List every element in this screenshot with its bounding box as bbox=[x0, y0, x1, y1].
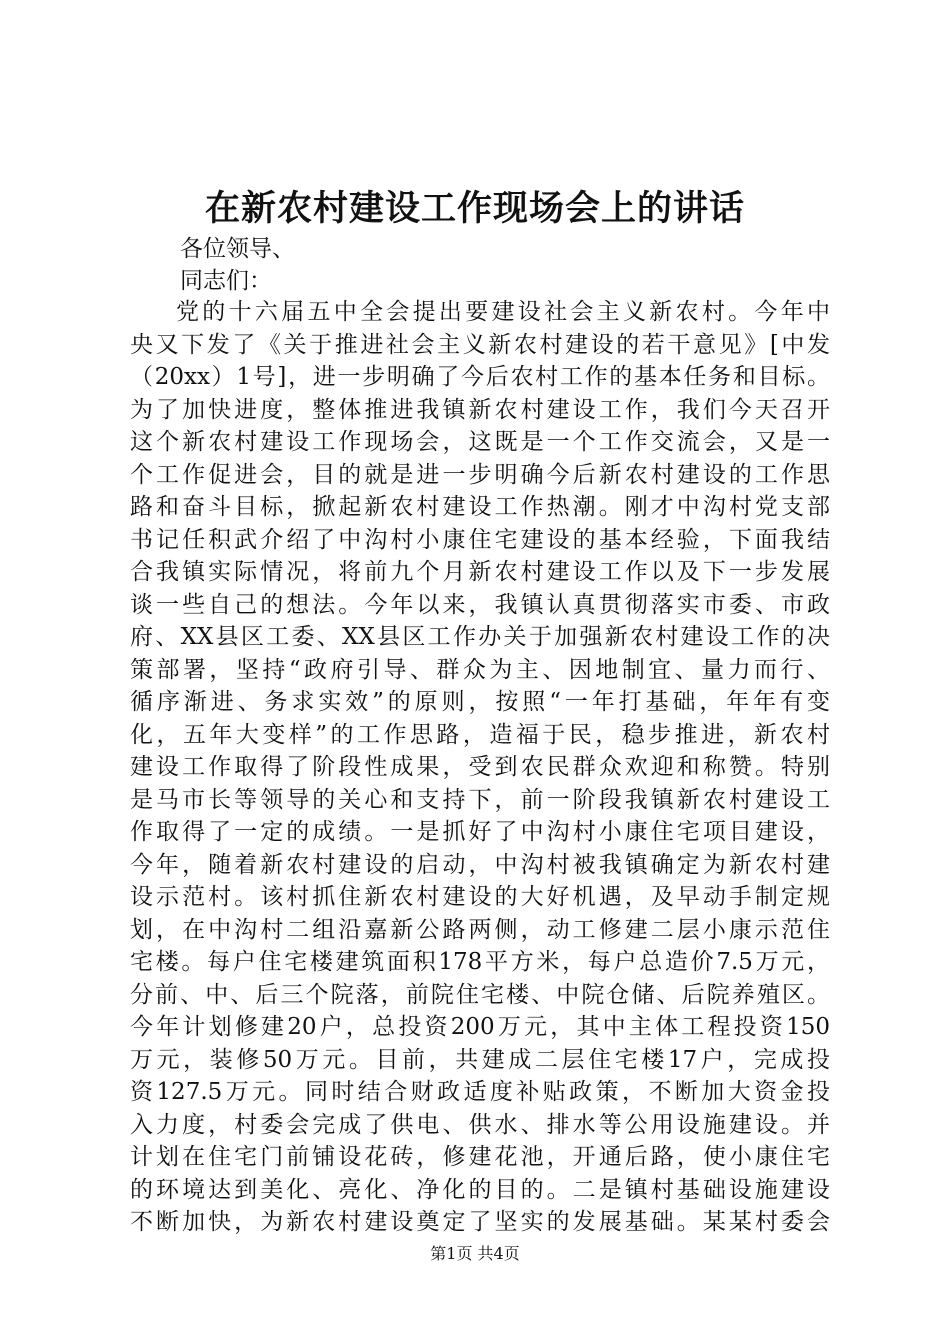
body-line: 党的十六届五中全会提出要建设社会主义新农村。今年中 bbox=[176, 299, 830, 325]
body-line: 计划在住宅门前铺设花砖，修建花池，开通后路，使小康住宅 bbox=[130, 1144, 830, 1170]
body-line: （20xx）1号]，进一步明确了今后农村工作的基本任务和目标。 bbox=[130, 364, 830, 390]
body-line: 入力度，村委会完成了供电、供水、排水等公用设施建设。并 bbox=[130, 1111, 830, 1138]
body-line: 路和奋斗目标，掀起新农村建设工作热潮。刚才中沟村党支部 bbox=[130, 494, 830, 520]
body-line: 个工作促进会，目的就是进一步明确今后新农村建设的工作思 bbox=[130, 461, 830, 488]
body-line: 央又下发了《关于推进社会主义新农村建设的若干意见》[中发 bbox=[130, 331, 830, 358]
body-line: 是马市长等领导的关心和支持下，前一阶段我镇新农村建设工 bbox=[130, 786, 830, 813]
body-line: 设示范村。该村抓住新农村建设的大好机遇，及早动手制定规 bbox=[130, 884, 830, 910]
body-line: 策部署，坚持“政府引导、群众为主、因地制宜、量力而行、 bbox=[130, 656, 830, 683]
body-line: 这个新农村建设工作现场会，这既是一个工作交流会，又是一 bbox=[130, 429, 830, 455]
document-title: 在新农村建设工作现场会上的讲话 bbox=[204, 188, 745, 229]
body-line: 不断加快，为新农村建设奠定了坚实的发展基础。某某村委会 bbox=[130, 1209, 830, 1235]
page-footer: 第1页 共4页 bbox=[430, 1244, 520, 1263]
body-line: 资127.5万元。同时结合财政适度补贴政策，不断加大资金投 bbox=[130, 1079, 830, 1105]
body-line: 的环境达到美化、亮化、净化的目的。二是镇村基础设施建设 bbox=[130, 1176, 830, 1203]
body-line: 作取得了一定的成绩。一是抓好了中沟村小康住宅项目建设， bbox=[130, 819, 830, 845]
body-line: 府、XX县区工委、XX县区工作办关于加强新农村建设工作的决 bbox=[130, 624, 830, 650]
body-line: 划，在中沟村二组沿嘉新公路两侧，动工修建二层小康示范住 bbox=[130, 916, 830, 943]
body-line: 化，五年大变样”的工作思路，造福于民，稳步推进，新农村 bbox=[130, 721, 830, 748]
body-line: 合我镇实际情况，将前九个月新农村建设工作以及下一步发展 bbox=[130, 559, 830, 585]
salutation-comrades: 同志们： bbox=[180, 268, 272, 294]
body-line: 今年计划修建20户，总投资200万元，其中主体工程投资150 bbox=[130, 1014, 830, 1040]
body-line: 建设工作取得了阶段性成果，受到农民群众欢迎和称赞。特别 bbox=[130, 754, 830, 780]
body-line: 为了加快进度，整体推进我镇新农村建设工作，我们今天召开 bbox=[130, 396, 830, 423]
body-line: 循序渐进、务求实效”的原则，按照“一年打基础，年年有变 bbox=[130, 689, 830, 715]
body-line: 今年，随着新农村建设的启动，中沟村被我镇确定为新农村建 bbox=[130, 851, 830, 878]
body-line: 谈一些自己的想法。今年以来，我镇认真贯彻落实市委、市政 bbox=[130, 591, 830, 618]
body-line: 书记任积武介绍了中沟村小康住宅建设的基本经验，下面我结 bbox=[130, 526, 830, 553]
salutation-leaders: 各位领导、 bbox=[180, 236, 295, 262]
body-line: 分前、中、后三个院落，前院住宅楼、中院仓储、后院养殖区。 bbox=[130, 981, 830, 1008]
speech-body bbox=[130, 296, 830, 1239]
body-line: 万元，装修50万元。目前，共建成二层住宅楼17户，完成投 bbox=[130, 1046, 830, 1073]
body-line: 宅楼。每户住宅楼建筑面积178平方米，每户总造价7.5万元， bbox=[130, 949, 830, 975]
